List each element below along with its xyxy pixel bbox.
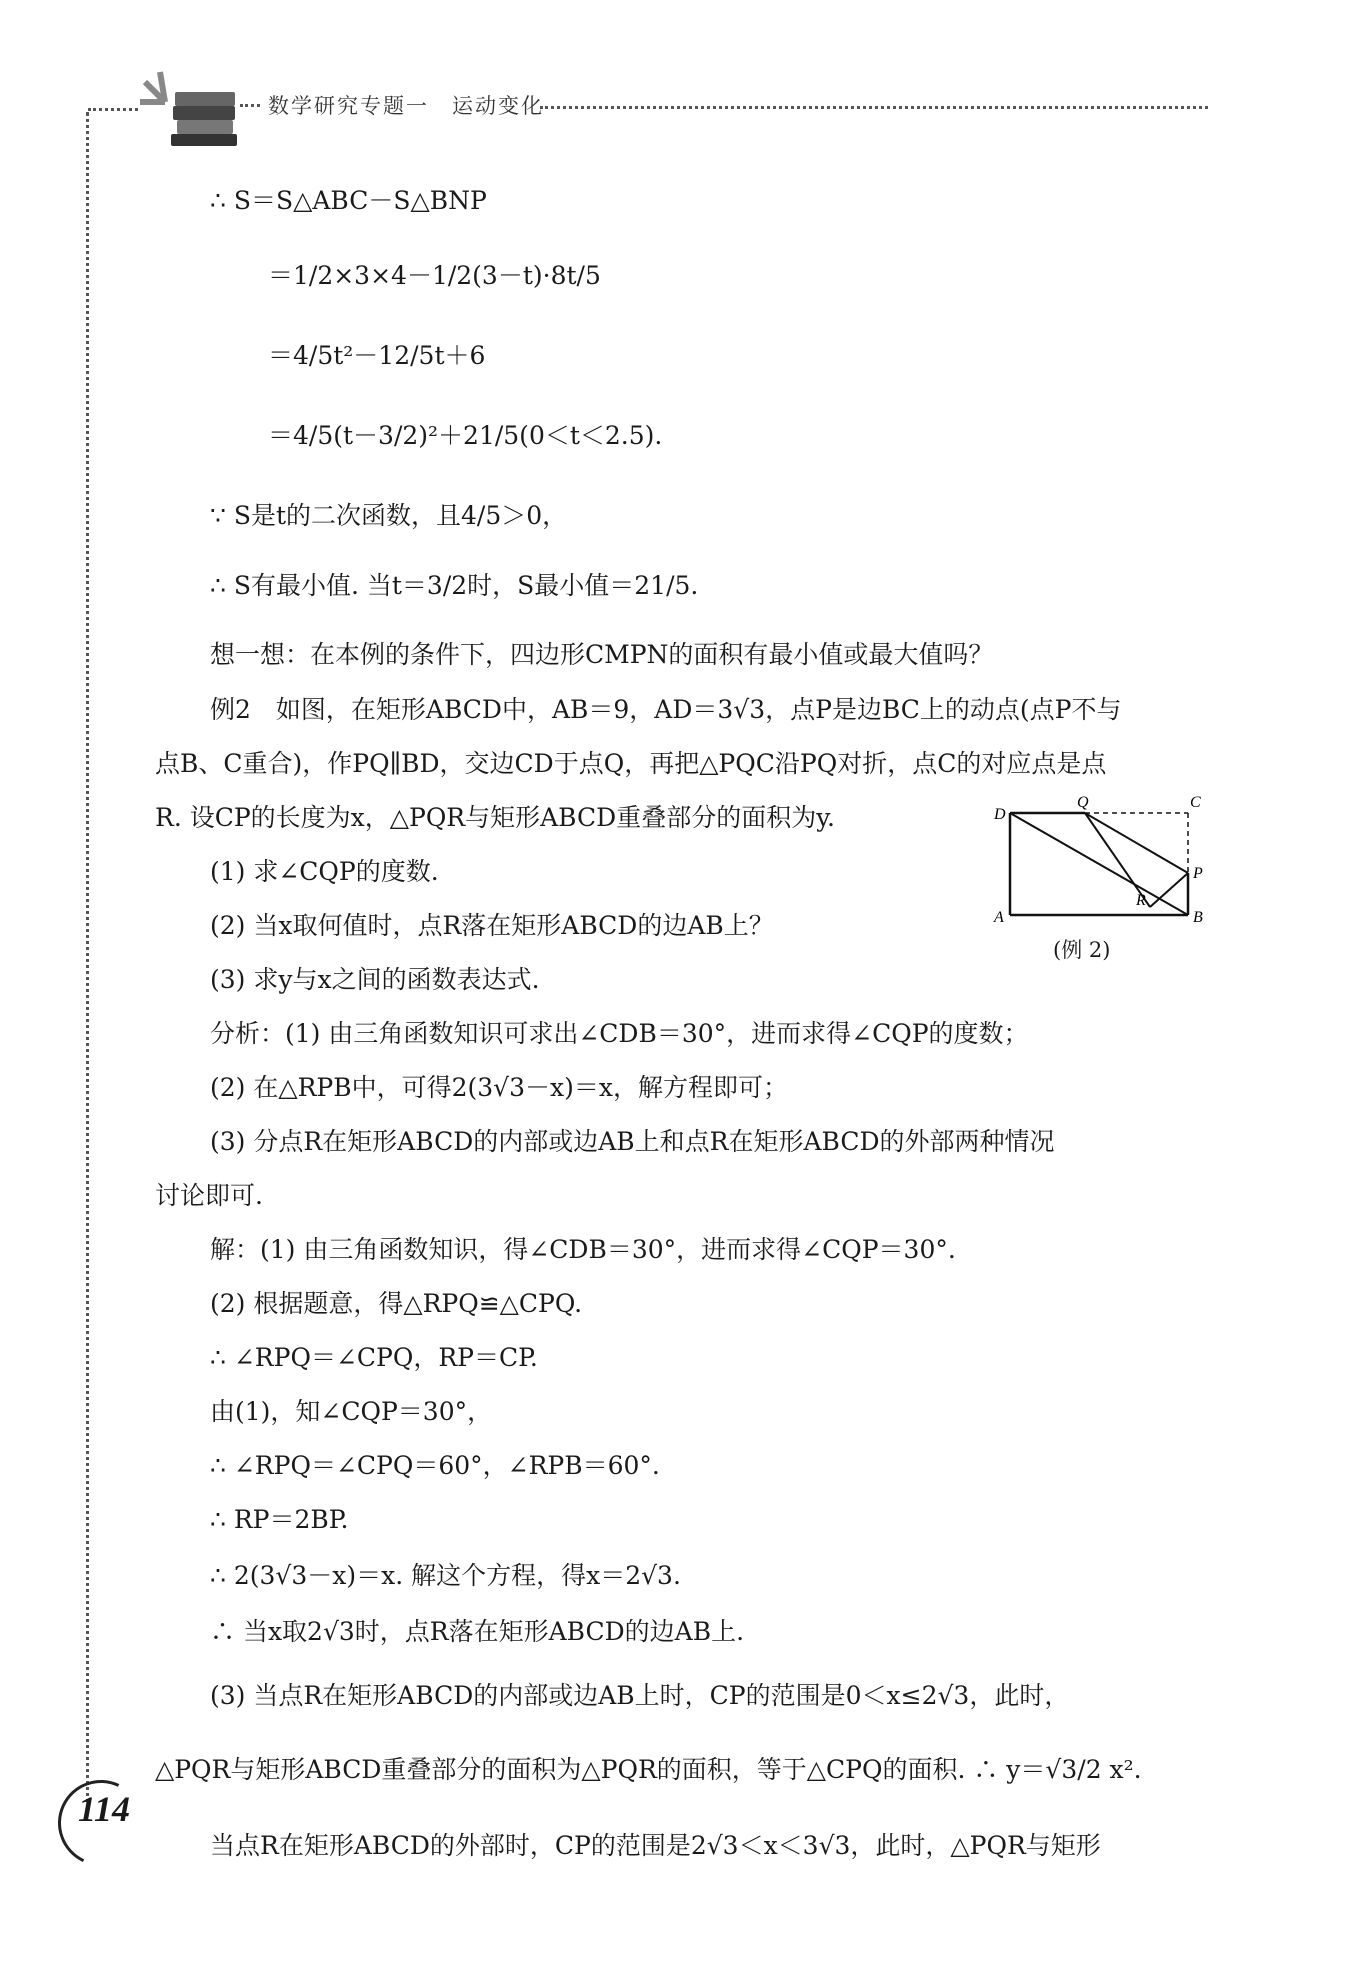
solution-line: 解：(1) 由三角函数知识，得∠CDB＝30°，进而求得∠CQP＝30°. (210, 1235, 956, 1264)
analysis-line: (3) 分点R在矩形ABCD的内部或边AB上和点R在矩形ABCD的外部两种情况 (210, 1127, 1055, 1156)
text-line: ∵ S是t的二次函数，且4/5＞0， (210, 501, 568, 530)
label-R: R (1136, 892, 1146, 909)
solution-line: ∴ 当x取2√3时，点R落在矩形ABCD的边AB上. (210, 1617, 745, 1646)
solution-line: ∴ 2(3√3－x)＝x. 解这个方程，得x＝2√3. (210, 1561, 681, 1590)
analysis-line: 讨论即可. (155, 1181, 263, 1210)
solution-line: ∴ ∠RPQ＝∠CPQ，RP＝CP. (210, 1343, 538, 1372)
solution-line: △PQR与矩形ABCD重叠部分的面积为△PQR的面积，等于△CPQ的面积. ∴ y＝√3/2 x². (155, 1755, 1142, 1784)
text-line: 点B、C重合)，作PQ∥BD，交边CD于点Q，再把△PQC沿PQ对折，点C的对应点是点 (155, 749, 1107, 778)
figure-caption: (例 2) (1053, 938, 1111, 962)
label-D: D (994, 806, 1006, 823)
text-line: ∴ S有最小值. 当t＝3/2时，S最小值＝21/5. (210, 571, 699, 600)
page-number: 114 (78, 1789, 131, 1829)
text-line: R. 设CP的长度为x，△PQR与矩形ABCD重叠部分的面积为y. (155, 803, 835, 832)
solution-line: ∴ RP＝2BP. (210, 1505, 349, 1534)
example-heading-line: 例2 如图，在矩形ABCD中，AB＝9，AD＝3√3，点P是边BC上的动点(点P不与 (210, 695, 1122, 724)
header-title: 数学研究专题一 运动变化 (268, 94, 544, 118)
solution-line: (2) 根据题意，得△RPQ≌△CPQ. (210, 1289, 583, 1318)
label-A: A (994, 909, 1004, 926)
text-line: ＝4/5(t－3/2)²＋21/5(0＜t＜2.5). (268, 421, 663, 450)
question-line: (1) 求∠CQP的度数. (210, 857, 439, 886)
question-line: (3) 求y与x之间的函数表达式. (210, 965, 540, 994)
header-dotted-line (240, 104, 260, 107)
solution-line: 由(1)，知∠CQP＝30°， (210, 1397, 493, 1426)
text-line: 想一想：在本例的条件下，四边形CMPN的面积有最小值或最大值吗？ (210, 640, 994, 669)
text-line: ＝1/2×3×4－1/2(3－t)·8t/5 (268, 261, 601, 290)
margin-dotted-line-vertical (86, 112, 89, 1810)
solution-line: (3) 当点R在矩形ABCD的内部或边AB上时，CP的范围是0＜x≤2√3，此时， (210, 1681, 1070, 1710)
analysis-line: (2) 在△RPB中，可得2(3√3－x)＝x，解方程即可； (210, 1073, 788, 1102)
margin-dotted-line (88, 108, 138, 111)
label-B: B (1193, 909, 1203, 926)
solution-line: 当点R在矩形ABCD的外部时，CP的范围是2√3＜x＜3√3，此时，△PQR与矩形 (210, 1831, 1101, 1860)
segment-RP (1150, 873, 1188, 907)
analysis-line: 分析：(1) 由三角函数知识可求出∠CDB＝30°，进而求得∠CQP的度数； (210, 1019, 1029, 1048)
label-C: C (1190, 795, 1201, 811)
text-line: ＝4/5t²－12/5t＋6 (268, 341, 486, 370)
question-line: (2) 当x取何值时，点R落在矩形ABCD的边AB上？ (210, 911, 774, 940)
label-P: P (1193, 865, 1203, 882)
book-ornament-icon (135, 62, 240, 150)
header-dotted-line (540, 106, 1208, 109)
diagonal-DB (1010, 813, 1188, 915)
text-line: ∴ S＝S△ABC－S△BNP (210, 186, 487, 215)
solution-line: ∴ ∠RPQ＝∠CPQ＝60°，∠RPB＝60°. (210, 1451, 660, 1480)
label-Q: Q (1077, 795, 1089, 811)
